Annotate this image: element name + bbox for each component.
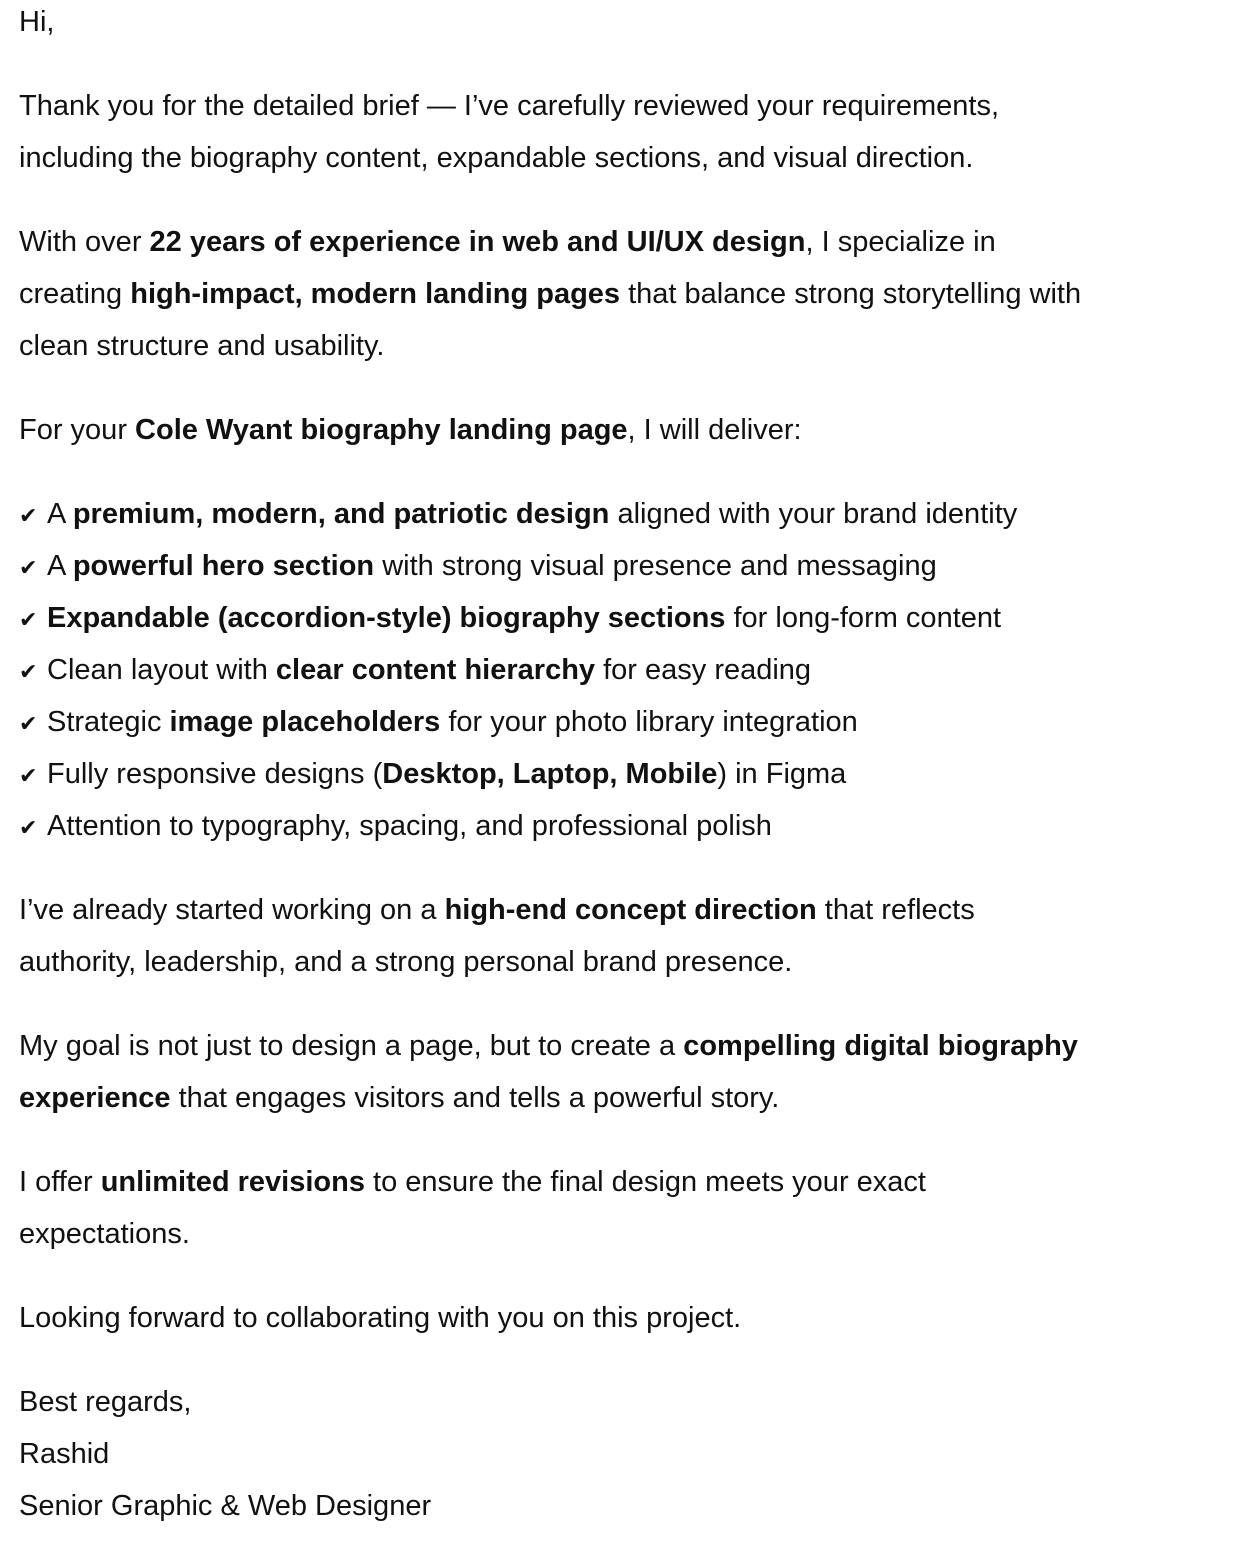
signature-name: Rashid xyxy=(19,1438,110,1470)
checklist-item: ✔ Fully responsive designs (Desktop, Laptop, Mobile) in Figma xyxy=(19,748,1236,800)
checklist-item: ✔ A powerful hero section with strong visual presence and messaging xyxy=(19,540,1236,592)
checklist-item: ✔ Clean layout with clear content hierarchy for easy reading xyxy=(19,644,1236,696)
signature-title: Senior Graphic & Web Designer xyxy=(19,1490,432,1522)
concept-paragraph: I’ve already started working on a high-end concept direction that reflects authority, leadership, and a strong personal brand presence. xyxy=(19,894,975,978)
checklist-item: ✔ Expandable (accordion-style) biography sections for long-form content xyxy=(19,592,1236,644)
checkmark-icon: ✔ xyxy=(19,607,38,632)
checkmark-icon: ✔ xyxy=(19,555,38,580)
signature xyxy=(19,1376,1236,1532)
greeting: Hi, xyxy=(19,6,55,38)
checkmark-icon: ✔ xyxy=(19,763,38,788)
experience-paragraph: With over 22 years of experience in web and UI/UX design, I specialize in creating high-impact, modern landing pages that balance strong storytelling with clean structure and usability. xyxy=(19,226,1082,362)
checkmark-icon: ✔ xyxy=(19,711,38,736)
deliverables-intro: For your Cole Wyant biography landing page, I will deliver: xyxy=(19,414,802,446)
deliverables-checklist xyxy=(19,488,1236,852)
checkmark-icon: ✔ xyxy=(19,659,38,684)
checklist-item: ✔ A premium, modern, and patriotic design aligned with your brand identity xyxy=(19,488,1236,540)
closing-paragraph: Looking forward to collaborating with you on this project. xyxy=(19,1302,742,1334)
checkmark-icon: ✔ xyxy=(19,815,38,840)
checklist-item: ✔ Attention to typography, spacing, and professional polish xyxy=(19,800,1236,852)
checkmark-icon: ✔ xyxy=(19,503,38,528)
goal-paragraph: My goal is not just to design a page, but to create a compelling digital biography experience that engages visitors and tells a powerful story. xyxy=(19,1030,1078,1114)
intro-paragraph: Thank you for the detailed brief — I’ve carefully reviewed your requirements, including the biography content, expandable sections, and visual direction. xyxy=(19,90,1000,174)
revisions-paragraph: I offer unlimited revisions to ensure the final design meets your exact expectations. xyxy=(19,1166,926,1250)
checklist-item: ✔ Strategic image placeholders for your photo library integration xyxy=(19,696,1236,748)
signature-closing: Best regards, xyxy=(19,1386,192,1418)
